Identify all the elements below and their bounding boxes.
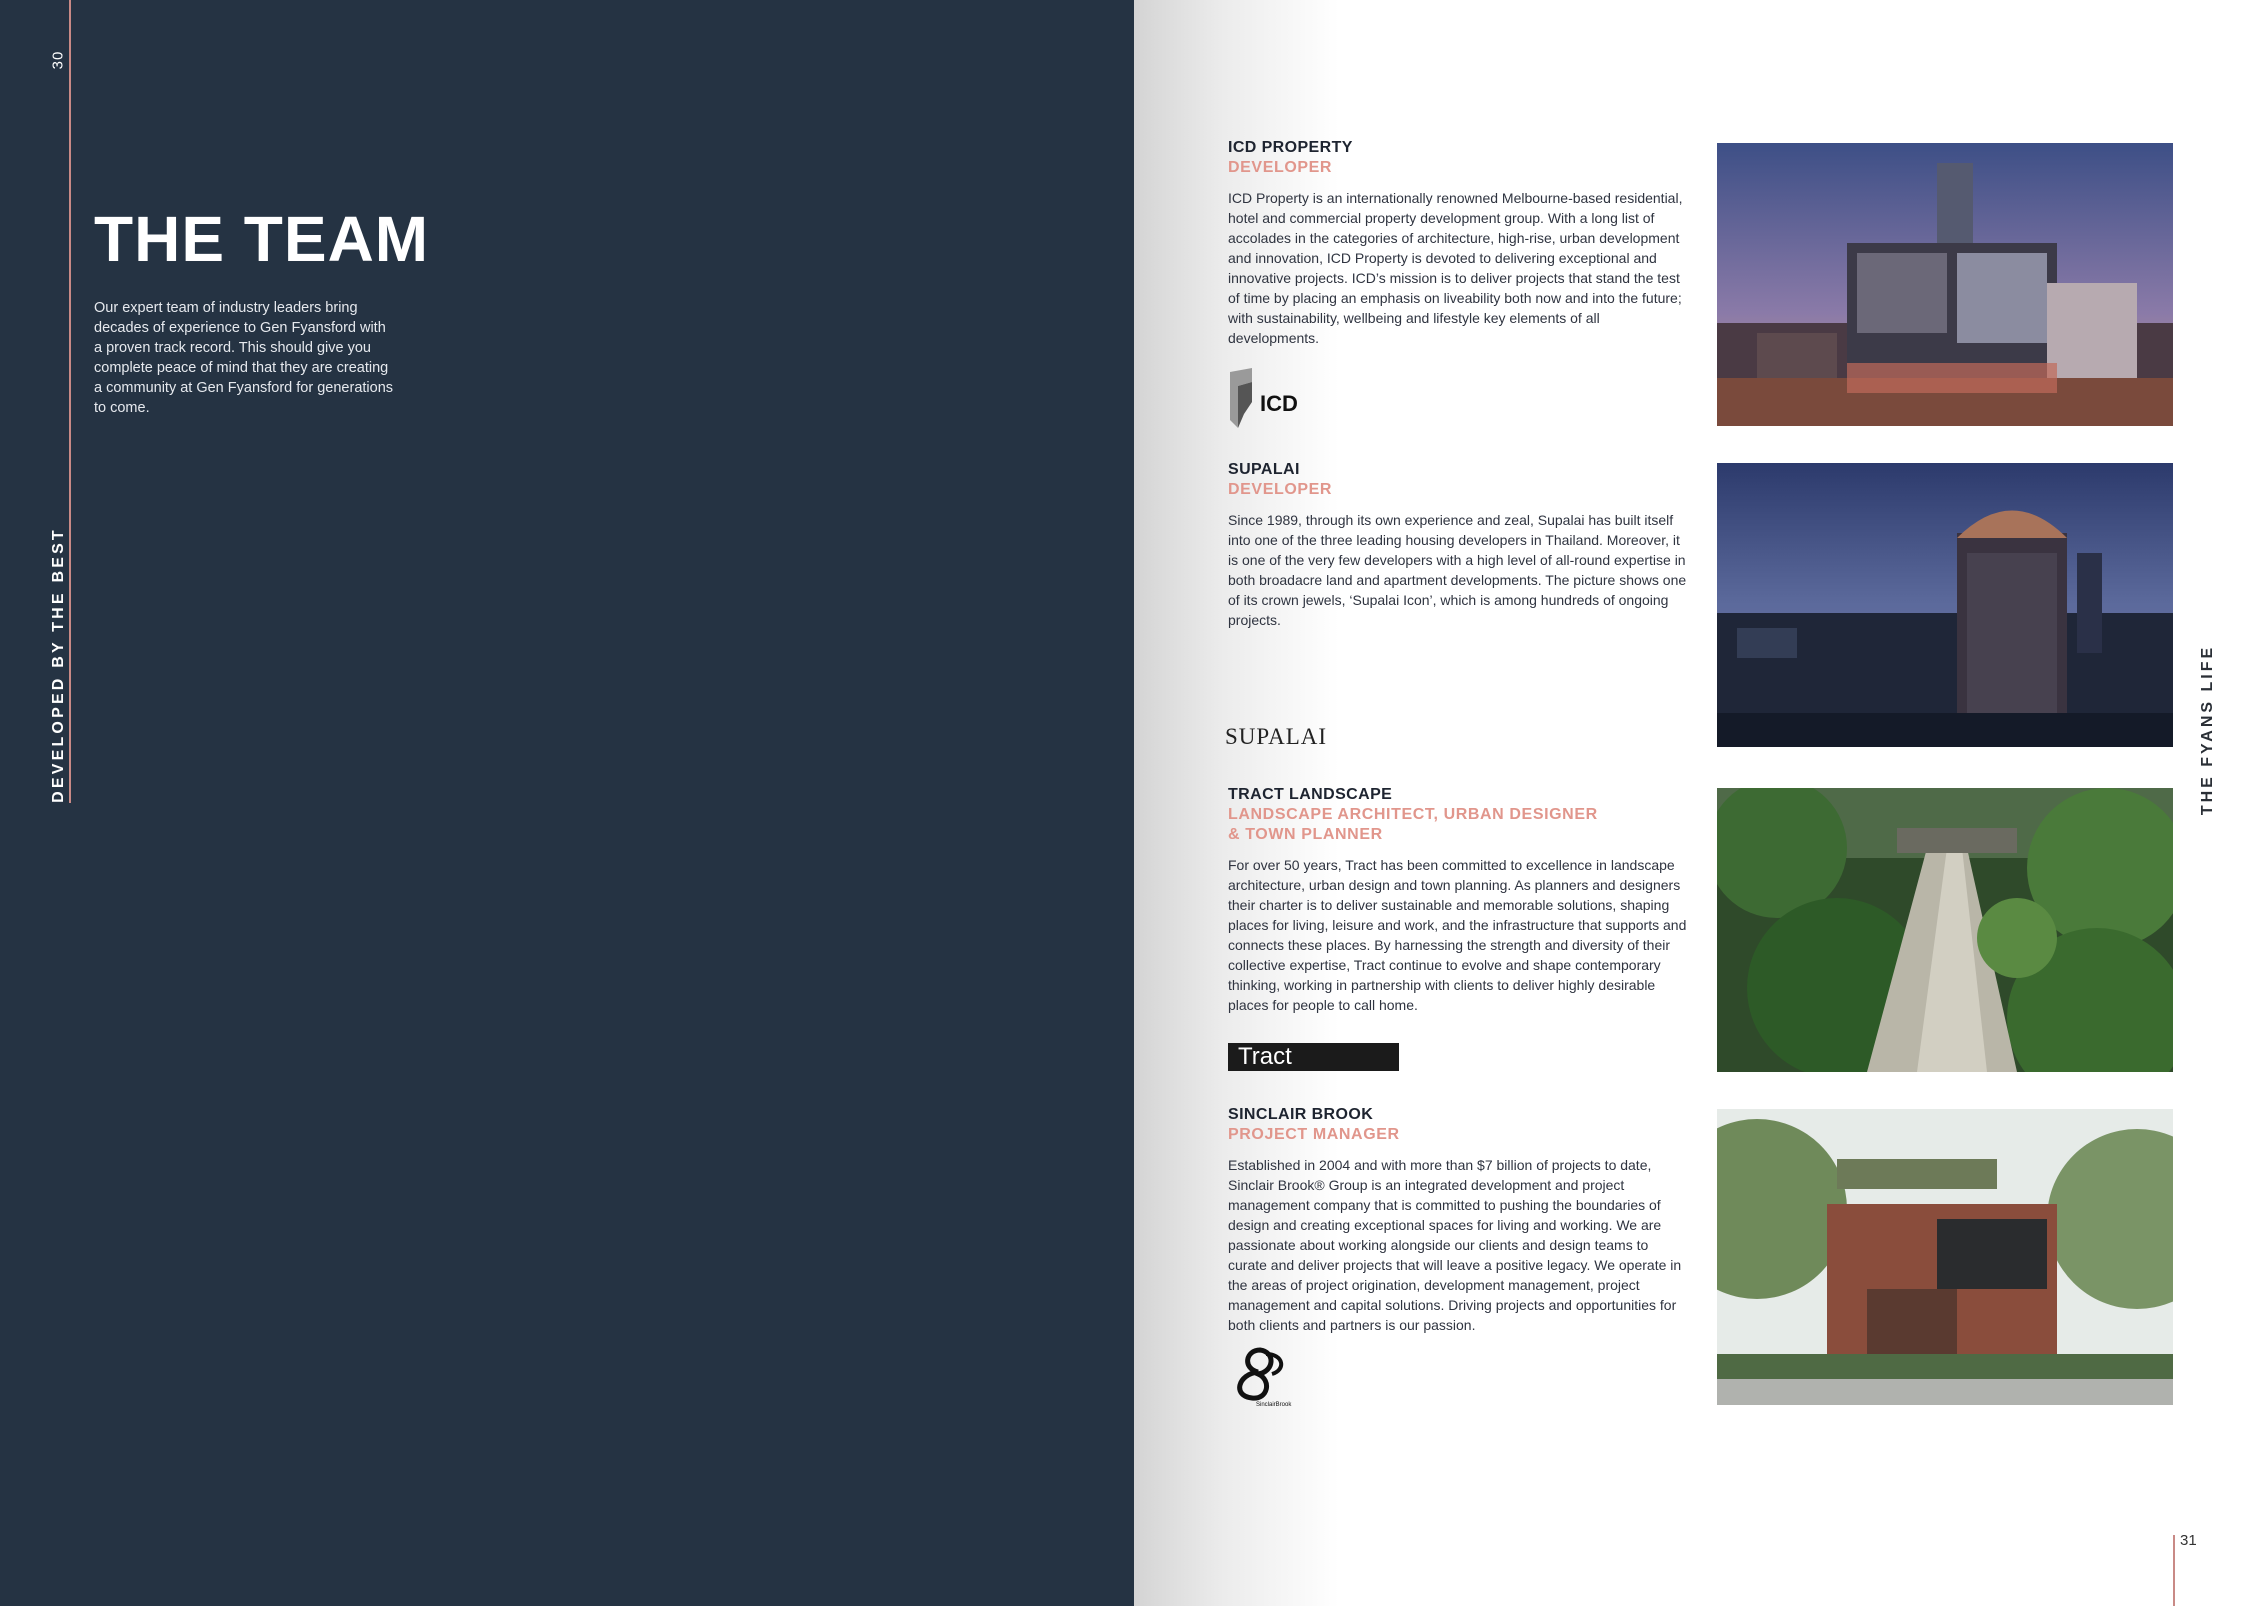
supalai-project-photo: [1717, 463, 2173, 747]
team-role: PROJECT MANAGER: [1228, 1126, 1400, 1143]
side-label-left-text: DEVELOPED BY THE BEST: [50, 527, 67, 803]
icd-logo-icon: [1228, 368, 1298, 428]
tract-project-photo: [1717, 788, 2173, 1072]
team-role-line-1: LANDSCAPE ARCHITECT, URBAN DESIGNER: [1228, 806, 1598, 823]
team-entry-icd: [1228, 138, 1688, 348]
landscaped-garden-path-photo: [1717, 788, 2173, 1072]
team-entry-supalai: [1228, 460, 1688, 630]
sinclair-brook-logo-icon: [1228, 1346, 1298, 1408]
icd-project-photo: [1717, 143, 2173, 426]
team-description: Since 1989, through its own experience and zeal, Supalai has built itself into one of the three leading housing developers in Thailand. Moreover, it is one of the very few developers with a high level of all-round expertise in both broadacre land and apartment developments. The picture shows one of its crown jewels, ‘Supalai Icon’, which is among hundreds of ongoing projects.: [1228, 512, 1687, 628]
team-role: DEVELOPER: [1228, 481, 1333, 498]
team-name: SUPALAI: [1228, 461, 1300, 478]
team-description: Established in 2004 and with more than $7 billion of projects to date, Sinclair Brook® Group is an integrated development and project management company that is committed to pushing the boundaries of design and creating exceptional spaces for living and working. We are passionate about working alongside our clients and design teams to curate and deliver projects that will leave a positive legacy. We operate in the areas of project origination, development management, project management and capital solutions. Driving projects and opportunities for both clients and partners is our passion.: [1228, 1157, 1682, 1333]
page-number-right: 31: [2180, 1532, 2197, 1549]
sinclair-brook-project-photo: [1717, 1109, 2173, 1405]
city-mixed-use-development-photo: [1717, 143, 2173, 426]
intro-paragraph: Our expert team of industry leaders bring decades of experience to Gen Fyansford with a proven track record. This should give you complete peace of mind that they are creating a community at Gen Fyansford for generations to come.: [94, 300, 394, 416]
team-role-line-2: & TOWN PLANNER: [1228, 826, 1383, 843]
team-name: ICD PROPERTY: [1228, 139, 1353, 156]
brick-residence-photo: [1717, 1109, 2173, 1405]
side-label-left: [48, 520, 70, 810]
right-page-rule: [2173, 1535, 2175, 1606]
tract-logo: Tract: [1228, 1043, 1399, 1071]
svg-text:ICD: ICD: [1260, 391, 1298, 416]
side-label-right-text: THE FYANS LIFE: [2199, 644, 2216, 816]
team-role: DEVELOPER: [1228, 159, 1333, 176]
supalai-icon-tower-photo: [1717, 463, 2173, 747]
sinclair-brook-logo: [1228, 1346, 1298, 1408]
page-number-left: [48, 48, 68, 72]
team-description: For over 50 years, Tract has been committed to excellence in landscape architecture, urban design and town planning. As planners and designers their charter is to deliver sustainable and memorable solutions, shaping places for living, leisure and work, and the infrastructure that supports and connects these places. By harnessing the strength and diversity of their collective expertise, Tract continue to evolve and shape contemporary thinking, working in partnership with clients to deliver highly desirable places for people to call home.: [1228, 857, 1687, 1013]
team-entry-sinclair-brook: [1228, 1105, 1688, 1335]
team-entry-tract: [1228, 785, 1688, 1015]
page-title: THE TEAM: [94, 203, 430, 275]
team-description: ICD Property is an internationally renowned Melbourne-based residential, hotel and commercial property development group. With a long list of accolades in the categories of architecture, high-rise, urban development and innovation, ICD Property is devoted to delivering exceptional and innovative projects. ICD’s mission is to deliver projects that stand the test of time by placing an emphasis on liveability both now and into the future; with sustainability, wellbeing and lifestyle key elements of all developments.: [1228, 190, 1683, 346]
team-name: TRACT LANDSCAPE: [1228, 786, 1393, 803]
page-number-left-text: 30: [49, 50, 67, 70]
team-name: SINCLAIR BROOK: [1228, 1106, 1374, 1123]
svg-text:SinclairBrook: SinclairBrook: [1256, 1402, 1292, 1408]
supalai-logo: SUPALAI: [1225, 724, 1328, 749]
side-label-right: [2196, 640, 2220, 820]
icd-logo: [1228, 368, 1298, 428]
